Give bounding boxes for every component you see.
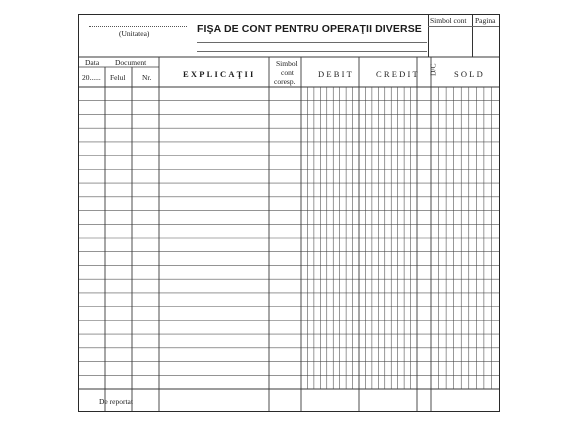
- unit-label: (Unitatea): [119, 29, 150, 38]
- unit-name-line: [89, 26, 187, 27]
- corr-account-label-1: Simbol: [276, 59, 298, 68]
- date-column-label: Data: [85, 58, 100, 67]
- explanations-column-label: EXPLICAŢII: [183, 69, 256, 79]
- header-divider-right: [428, 15, 429, 57]
- title-underline-2: [197, 51, 427, 52]
- document-type-label: Felul: [110, 73, 126, 82]
- balance-column-label: SOLD: [454, 69, 485, 79]
- year-prefix: 20......: [82, 73, 101, 82]
- document-number-label: Nr.: [142, 73, 152, 82]
- document-column-label: Document: [115, 58, 147, 67]
- debit-column-label: DEBIT: [318, 69, 355, 79]
- debit-credit-indicator-label: D/C: [428, 63, 438, 77]
- page-label: Pagina: [475, 16, 496, 25]
- corr-account-label-2: cont: [281, 68, 294, 77]
- account-sheet-form: [78, 14, 500, 412]
- form-title: FIŞA DE CONT PENTRU OPERAŢII DIVERSE: [197, 23, 422, 35]
- corr-account-label-3: coresp.: [274, 77, 296, 86]
- carry-over-label: De reportat: [99, 397, 133, 406]
- header-subrule: [428, 26, 499, 27]
- header-divider-page: [472, 15, 473, 57]
- title-underline-1: [197, 42, 427, 43]
- credit-column-label: CREDIT: [376, 69, 420, 79]
- symbol-account-label: Simbol cont: [430, 16, 467, 25]
